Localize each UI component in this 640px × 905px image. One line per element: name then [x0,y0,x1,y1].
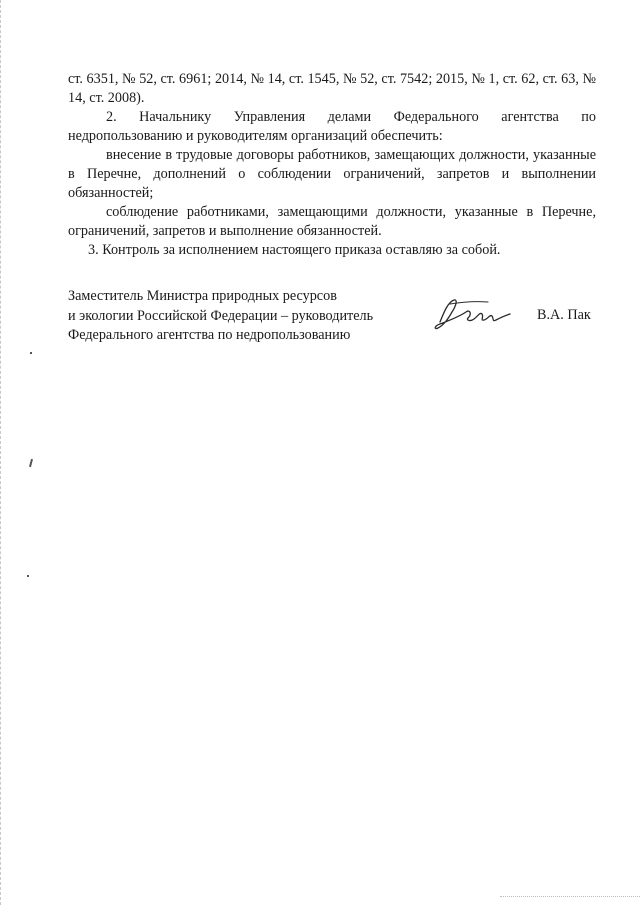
signatory-position [68,287,398,346]
paragraph-citation: ст. 6351, № 52, ст. 6961; 2014, № 14, ст. 1545, № 52, ст. 7542; 2015, № 1, ст. 62, ст. 63, № 14, ст. 2008). [68,71,596,106]
signatory-position-line: и экологии Российской Федерации – руководитель [68,307,374,324]
document-body [68,70,596,260]
scan-speck [30,352,32,354]
paragraph-item-3: 3. Контроль за исполнением настоящего приказа оставляю за собой. [88,242,501,258]
scan-edge-bottom [500,896,640,898]
scan-speck [29,459,33,467]
signatory-name: В.А. Пак [537,307,591,323]
paragraph-item-2: 2. Начальнику Управления делами Федерального агентства по недропользованию и руководителям организаций обеспечить: [68,109,596,144]
signatory-position-line: Федерального агентства по недропользованию [68,327,351,343]
scan-speck [27,575,29,577]
paragraph-item-2-a: внесение в трудовые договоры работников, замещающих должности, указанные в Перечне, дополнений о соблюдении ограничений, запретов и выполнении обязанностей; [68,147,596,201]
scan-edge [0,0,3,905]
signatory-position-line: Заместитель Министра природных ресурсов [68,288,337,304]
paragraph-item-2-b: соблюдение работниками, замещающими должности, указанные в Перечне, ограничений, запретов и выполнение обязанностей. [68,204,596,239]
handwritten-signature [430,292,520,334]
